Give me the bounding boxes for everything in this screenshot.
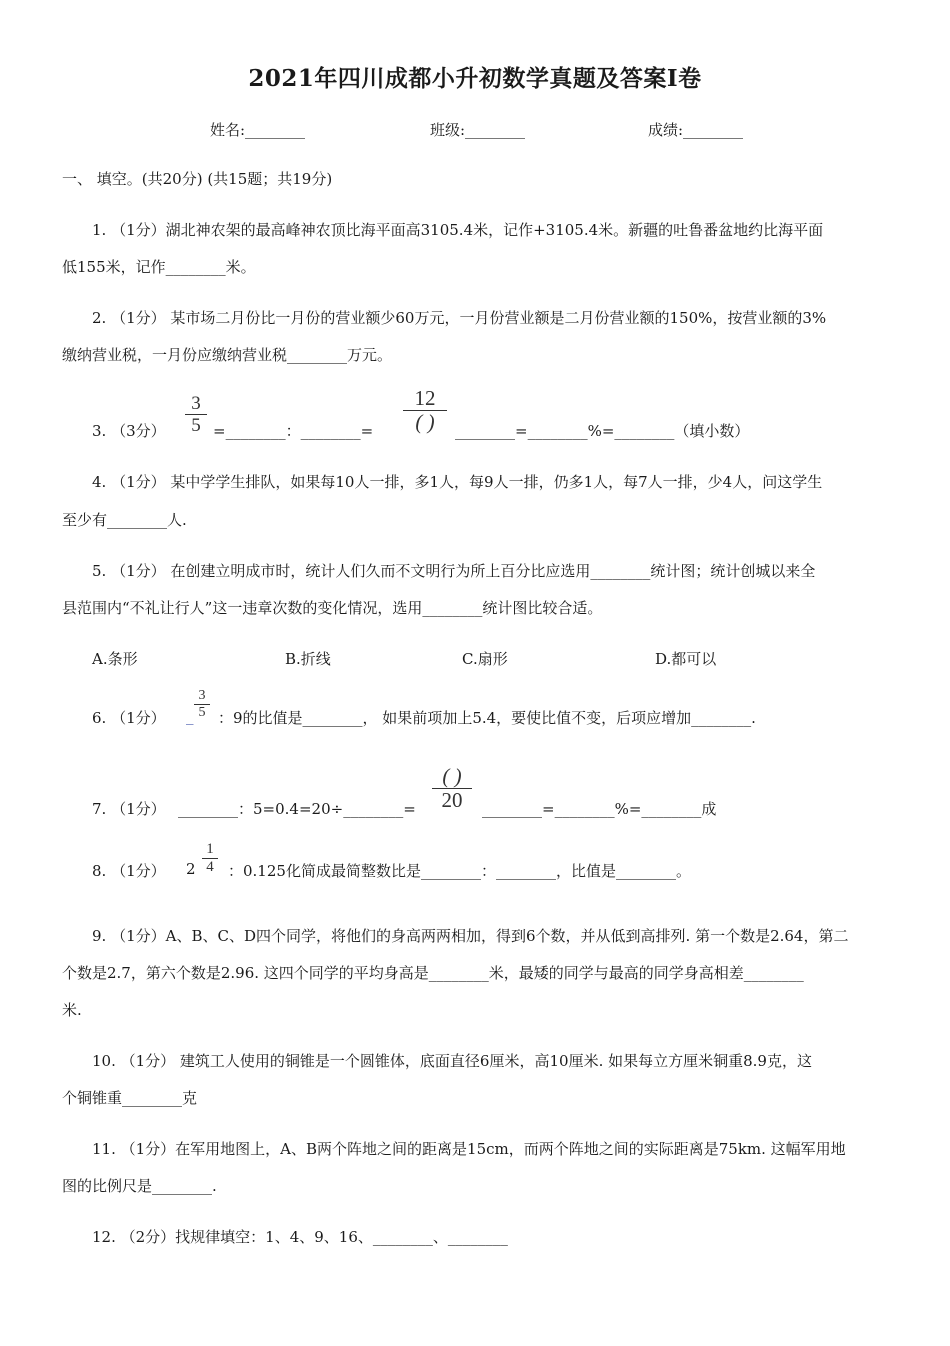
q4-line1: 4. （1分） 某中学学生排队，如果每10人一排，多1人，每9人一排，仍多1人，每7人一排，少4人，问这学生 [92,473,823,491]
q6-prefix: 6. （1分） [92,709,166,727]
q3-prefix: 3. （3分） [92,422,166,440]
q6-frac-numerator: 3 [198,688,206,703]
q6-frac-denominator: 5 [198,705,206,720]
q7-frac-numerator: ( ) [442,764,462,788]
q7-middle: ________：5=0.4=20÷________= [178,800,416,818]
q1-line2: 低155米，记作________米。 [62,258,256,276]
q6-rest: ：9的比值是________， 如果前项加上5.4，要使比值不变，后项应增加________. [218,709,756,727]
q3-frac2-denominator: ( ) [415,410,435,434]
q12-line1: 12. （2分）找规律填空：1、4、9、16、________、________ [92,1228,508,1246]
q8-prefix: 8. （1分） [92,862,166,880]
q11-line1: 11. （1分）在军用地图上，A、B两个阵地之间的距离是15cm，而两个阵地之间的实际距离是75km. 这幅军用地 [92,1140,846,1158]
q7-tail: ________=________%=________成 [482,800,717,818]
q10-line2: 个铜锥重________克 [62,1089,198,1107]
class-field[interactable]: 班级:________ [430,121,526,139]
q4-line2: 至少有________人. [62,511,187,529]
q5-option-c[interactable]: C.扇形 [462,650,508,668]
section-heading: 一、 填空。(共20分) (共15题；共19分) [62,170,333,188]
page-title: 2021年四川成都小升初数学真题及答案I卷 [248,65,702,92]
q9-line1: 9. （1分）A、B、C、D四个同学，将他们的身高两两相加，得到6个数，并从低到高排列. 第一个数是2.64，第二 [92,927,849,945]
q8-fraction-1-4 [202,842,218,875]
q8-frac-numerator: 1 [206,841,214,857]
q3-frac1-denominator: 5 [191,415,201,436]
q7-fraction-blank-20 [432,766,472,811]
q10-line1: 10. （1分） 建筑工人使用的铜锥是一个圆锥体，底面直径6厘米，高10厘米. 如果每立方厘米铜重8.9克，这 [92,1052,812,1070]
q8-rest: ：0.125化简成最简整数比是________：________，比值是________。 [228,862,691,880]
q5-option-a[interactable]: A.条形 [92,650,138,668]
name-field[interactable]: 姓名:________ [210,121,306,139]
q3-fraction-3-5 [185,394,207,435]
q8-whole: 2 [186,860,196,878]
q6-dash: _ [186,707,194,725]
q3-frac1-numerator: 3 [191,393,201,414]
q3-middle: =________：________= [213,422,374,440]
q5-line2: 县范围内“不礼让行人”这一违章次数的变化情况，选用________统计图比较合适。 [62,599,603,617]
q3-frac2-numerator: 12 [414,386,436,410]
q2-line1: 2. （1分） 某市场二月份比一月份的营业额少60万元，一月份营业额是二月份营业额的150%，按营业额的3% [92,309,827,327]
q7-prefix: 7. （1分） [92,800,166,818]
q11-line2: 图的比例尺是________. [62,1177,217,1195]
q9-line2: 个数是2.7，第六个数是2.96. 这四个同学的平均身高是________米，最矮的同学与最高的同学身高相差________ [62,964,804,982]
q1-line1: 1. （1分）湖北神农架的最高峰神农顶比海平面高3105.4米，记作+3105.4米。新疆的吐鲁番盆地约比海平面 [92,221,824,239]
score-field[interactable]: 成绩:________ [648,121,744,139]
q8-frac-denominator: 4 [206,859,214,875]
q5-option-b[interactable]: B.折线 [285,650,331,668]
q2-line2: 缴纳营业税，一月份应缴纳营业税________万元。 [62,346,393,364]
q9-line3: 米. [62,1001,82,1019]
q3-tail: ________=________%=________（填小数） [455,422,750,440]
q3-fraction-12-blank [403,388,447,433]
q6-fraction-3-5 [194,689,210,720]
q7-frac-denominator: 20 [441,788,463,812]
q5-option-d[interactable]: D.都可以 [655,650,717,668]
q5-line1: 5. （1分） 在创建立明成市时，统计人们久而不文明行为所上百分比应选用________统计图；统计创城以来全 [92,562,816,580]
